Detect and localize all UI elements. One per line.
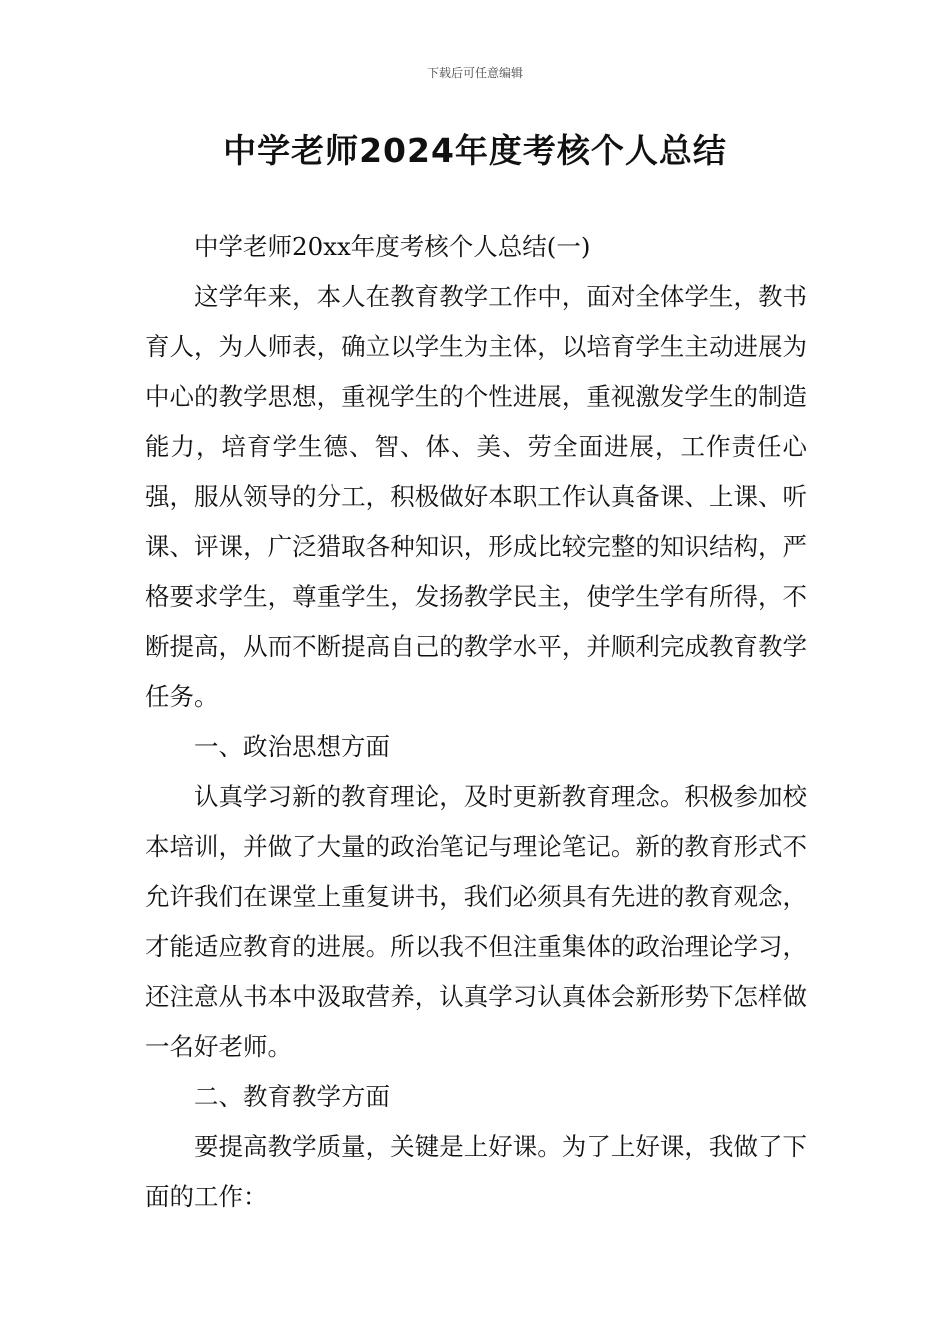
header-note: 下载后可任意编辑 — [426, 66, 523, 80]
section-heading-teaching: 二、教育教学方面 — [194, 1082, 390, 1111]
intro-paragraph: 这学年来，本人在教育教学工作中，面对全体学生，教书育人，为人师表，确立以学生为主体，以培育学生主动进展为中心的教学思想，重视学生的个性进展，重视激发学生的制造能力，培育学生德、智、体、美、劳全面进展，工作责任心强，服从领导的分工，积极做好本职工作认真备课、上课、听课、评课，广泛猎取各种知识，形成比较完整的知识结构，严格要求学生，尊重学生，发扬教学民主，使学生学有所得，不断提高，从而不断提高自己的教学水平，并顺利完成教育教学任务。 — [145, 282, 807, 711]
document-title: 中学老师2024年度考核个人总结 — [223, 131, 727, 170]
document-body — [145, 222, 807, 1222]
political-paragraph: 认真学习新的教育理论，及时更新教育理念。积极参加校本培训，并做了大量的政治笔记与理论笔记。新的教育形式不允许我们在课堂上重复讲书，我们必须具有先进的教育观念，才能适应教育的进展。所以我不但注重集体的政治理论学习，还注意从书本中汲取营养，认真学习认真体会新形势下怎样做一名好老师。 — [145, 782, 807, 1061]
teaching-paragraph: 要提高教学质量，关键是上好课。为了上好课，我做了下面的工作： — [145, 1132, 807, 1211]
subtitle-paragraph: 中学老师20xx年度考核个人总结(一) — [194, 232, 591, 261]
section-heading-political: 一、政治思想方面 — [194, 732, 390, 761]
